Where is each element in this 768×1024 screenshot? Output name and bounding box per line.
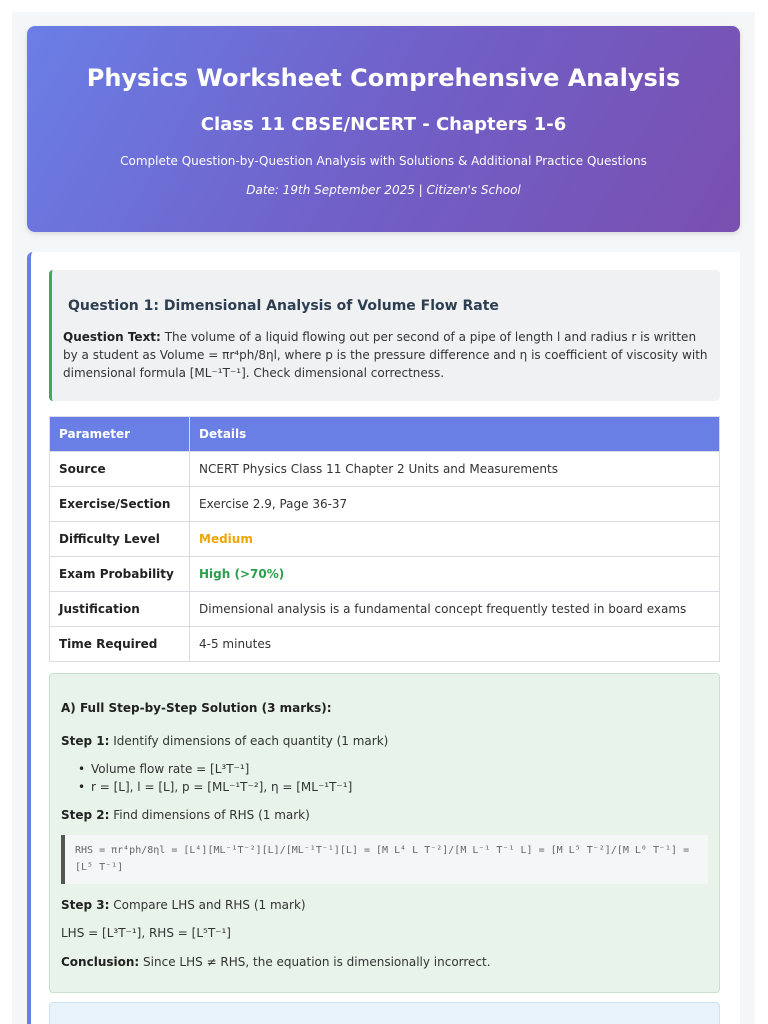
step-1-text: Identify dimensions of each quantity (1 mark) bbox=[113, 734, 389, 748]
conclusion bbox=[61, 955, 491, 969]
step-3-text: Compare LHS and RHS (1 mark) bbox=[113, 898, 306, 912]
question-text-label: Question Text: bbox=[63, 330, 161, 344]
question-title: Question 1: Dimensional Analysis of Volume Flow Rate bbox=[68, 298, 499, 314]
solution-box bbox=[49, 673, 720, 993]
table-header-row bbox=[50, 417, 720, 452]
row-param: Exercise/Section bbox=[50, 487, 190, 522]
row-param: Source bbox=[50, 452, 190, 487]
question-card bbox=[27, 252, 740, 1024]
row-value: Exercise 2.9, Page 36-37 bbox=[190, 487, 720, 522]
step-1-bullets bbox=[78, 760, 352, 796]
table-row bbox=[50, 627, 720, 662]
step-3 bbox=[61, 898, 306, 912]
rhs-code-block: RHS = πr⁴ph/8ηl = [L⁴][ML⁻¹T⁻²][L]/[ML⁻¹T⁻¹][L] = [M L⁴ L T⁻²]/[M L⁻¹ T⁻¹ L] = [M L⁵ T⁻²]/[M L⁰ T⁻¹] = [L⁵ T⁻¹] bbox=[61, 835, 708, 884]
parameter-table bbox=[49, 416, 720, 662]
question-text bbox=[63, 328, 713, 382]
row-value bbox=[190, 557, 720, 592]
question-text-body: The volume of a liquid flowing out per second of a pipe of length l and radius r is written by a student as Volume = πr⁴ph/8ηl, where p is the pressure difference and η is coefficient of viscosity with dimensional formula [ML⁻¹T⁻¹]. Check dimensional correctness. bbox=[63, 330, 708, 380]
row-param: Exam Probability bbox=[50, 557, 190, 592]
page-subtitle: Class 11 CBSE/NCERT - Chapters 1-6 bbox=[200, 114, 567, 135]
page-title: Physics Worksheet Comprehensive Analysis bbox=[86, 64, 681, 92]
row-value: 4-5 minutes bbox=[190, 627, 720, 662]
lhs-rhs-compare: LHS = [L³T⁻¹], RHS = [L⁵T⁻¹] bbox=[61, 926, 231, 940]
step-2-label: Step 2: bbox=[61, 808, 110, 822]
row-value: NCERT Physics Class 11 Chapter 2 Units and Measurements bbox=[190, 452, 720, 487]
table-row bbox=[50, 522, 720, 557]
header-banner bbox=[27, 26, 740, 232]
step-2-text: Find dimensions of RHS (1 mark) bbox=[113, 808, 310, 822]
row-param: Justification bbox=[50, 592, 190, 627]
header-parameter: Parameter bbox=[50, 417, 190, 452]
table-row bbox=[50, 557, 720, 592]
step-1-label: Step 1: bbox=[61, 734, 110, 748]
row-value: Dimensional analysis is a fundamental concept frequently tested in board exams bbox=[190, 592, 720, 627]
list-item: • r = [L], l = [L], p = [ML⁻¹T⁻²], η = [ML⁻¹T⁻¹] bbox=[78, 778, 352, 796]
solution-title: A) Full Step-by-Step Solution (3 marks): bbox=[61, 701, 332, 715]
date-line: Date: 19th September 2025 | Citizen's School bbox=[246, 183, 521, 197]
conclusion-text: Since LHS ≠ RHS, the equation is dimensionally incorrect. bbox=[143, 955, 491, 969]
page-description: Complete Question-by-Question Analysis with Solutions & Additional Practice Questions bbox=[120, 154, 647, 168]
row-param: Difficulty Level bbox=[50, 522, 190, 557]
question-box bbox=[49, 270, 720, 401]
step-1 bbox=[61, 734, 388, 748]
row-param: Time Required bbox=[50, 627, 190, 662]
page bbox=[12, 12, 755, 1024]
table-row bbox=[50, 592, 720, 627]
step-3-label: Step 3: bbox=[61, 898, 110, 912]
table-row bbox=[50, 487, 720, 522]
probability-badge: High (>70%) bbox=[199, 567, 285, 581]
row-value bbox=[190, 522, 720, 557]
list-item: • Volume flow rate = [L³T⁻¹] bbox=[78, 760, 352, 778]
difficulty-badge: Medium bbox=[199, 532, 253, 546]
table-row bbox=[50, 452, 720, 487]
header-details: Details bbox=[190, 417, 720, 452]
next-section-box bbox=[49, 1002, 720, 1024]
conclusion-label: Conclusion: bbox=[61, 955, 140, 969]
step-2 bbox=[61, 808, 310, 822]
